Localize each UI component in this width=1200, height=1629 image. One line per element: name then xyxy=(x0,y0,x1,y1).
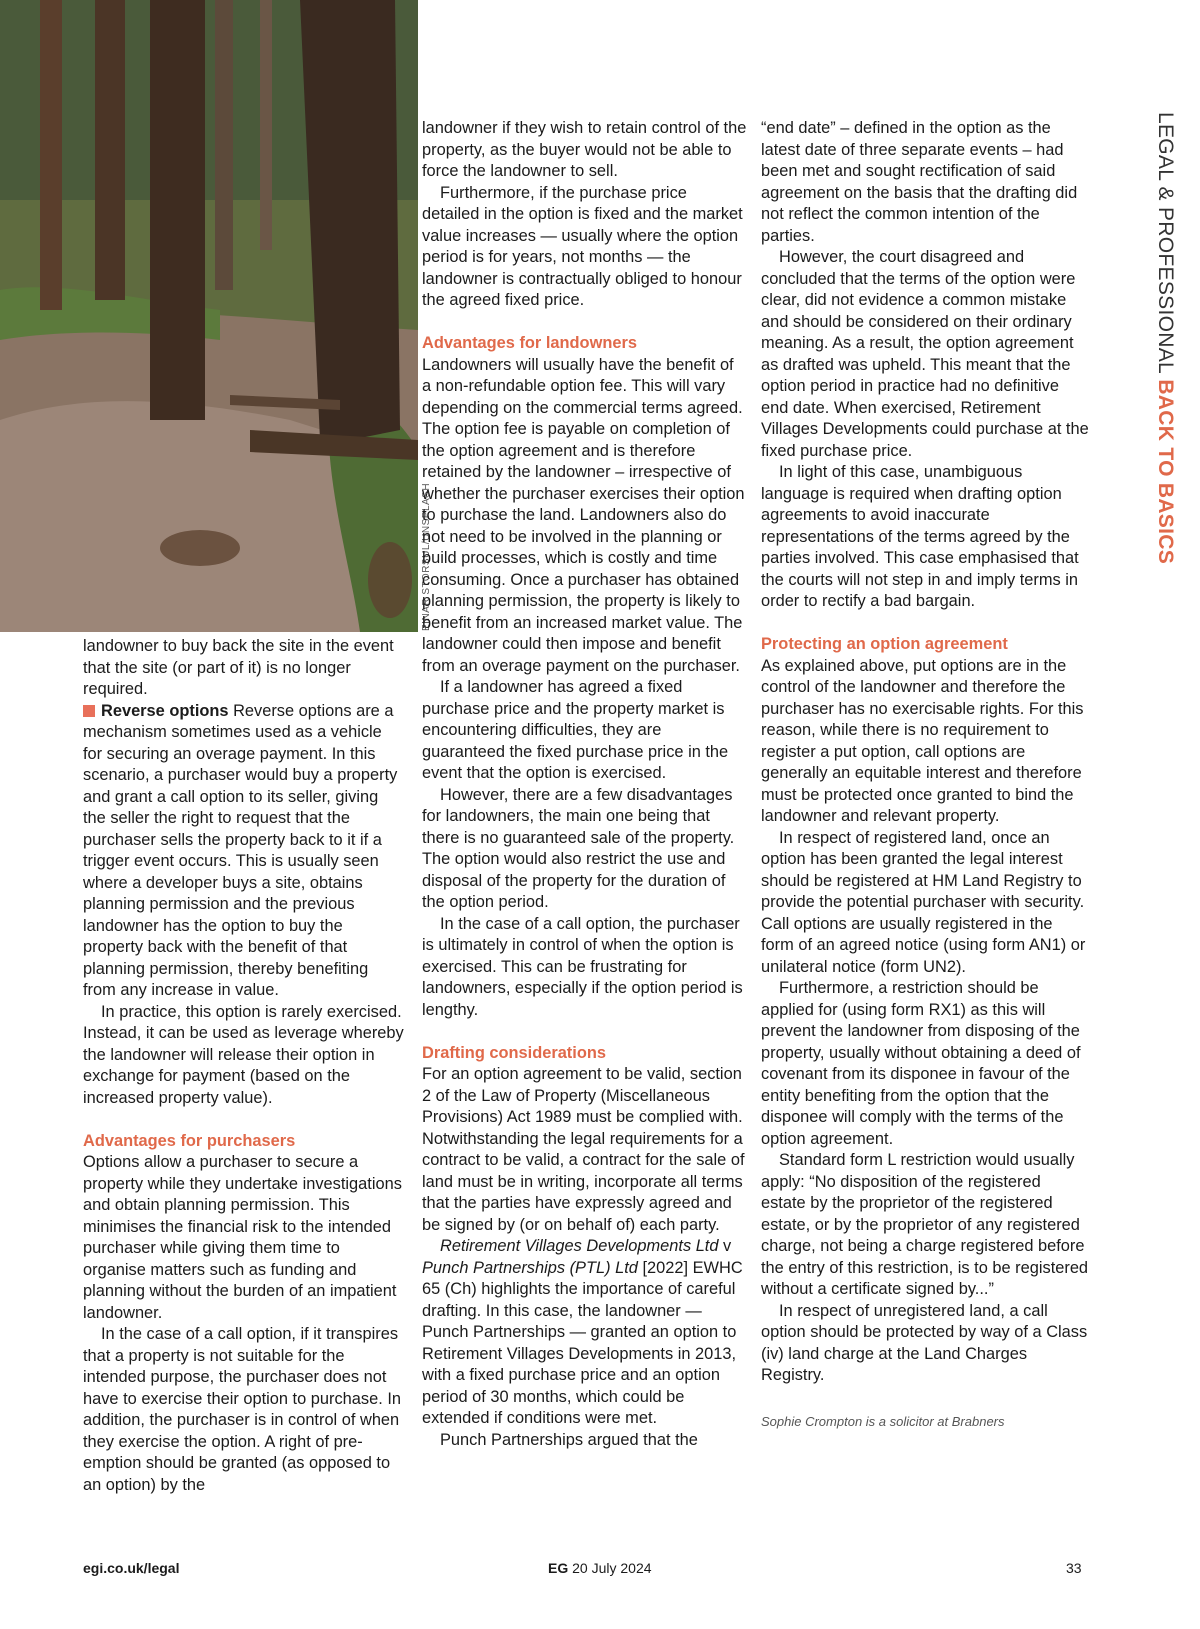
section-heading xyxy=(1153,112,1177,592)
footer-date: 20 July 2024 xyxy=(568,1560,652,1576)
column-3 xyxy=(761,118,1089,1432)
case-name: Retirement Villages Developments Ltd xyxy=(440,1237,719,1255)
paragraph: However, the court disagreed and concluded that the terms of the option were clear, did not evidence a common mistake and should be considered on their ordinary meaning. As a result, the option agreement as drafted was upheld. This meant that the option period in practice had no definitive end date. When exercised, Retirement Villages Developments could purchase at the fixed purchase price. xyxy=(761,248,1089,460)
column-1 xyxy=(83,636,405,1496)
paragraph-text: Reverse options are a mechanism sometimes used as a vehicle for securing an overage payment. In this scenario, a purchaser would buy a property and grant a call option to its seller, giving the seller the right to request that the purchaser sells the property back to it if a trigger event occurs. This is usually seen where a developer buys a site, obtains planning permission and the previous landowner has the option to buy the property back with the benefit of that planning permission, thereby benefiting from any increase in value. xyxy=(83,701,398,999)
bullet-square-icon xyxy=(83,705,95,717)
paragraph-text: [2022] EWHC 65 (Ch) highlights the importance of careful drafting. In this case, the landowner — Punch Partnerships — granted an option to Retirement Villages Developments in 2013, with a fixed purchase price and an option period of 30 months, which could be extended if conditions were met. xyxy=(422,1258,743,1427)
subheading: Drafting considerations xyxy=(422,1043,606,1062)
page-number: 33 xyxy=(1066,1560,1082,1576)
paragraph: However, there are a few disadvantages for landowners, the main one being that there is no guaranteed sale of the property. The option would also restrict the use and disposal of the property for the duration of the option period. xyxy=(422,785,735,911)
paragraph: Punch Partnerships argued that the xyxy=(440,1430,698,1449)
footer-site: egi.co.uk/legal xyxy=(83,1560,180,1576)
subheading: Advantages for purchasers xyxy=(83,1131,296,1150)
author-byline: Sophie Crompton is a solicitor at Brabners xyxy=(761,1413,1005,1429)
paragraph: Furthermore, if the purchase price detailed in the option is fixed and the market value increases — usually where the option period is for years, not months — the landowner is contractually obliged to honour the agreed fixed price. xyxy=(422,183,743,309)
photo-credit-text: EINAR STORSUL/UNSPLASH xyxy=(421,482,432,631)
paragraph: “end date” – defined in the option as the latest date of three separate events – had been met and sought rectification of said agreement on the basis that the drafting did not reflect the common intention of the parties. xyxy=(761,119,1078,245)
case-v: v xyxy=(718,1237,732,1255)
footer-mag: EG xyxy=(548,1560,569,1576)
paragraph: As explained above, put options are in the control of the landowner and therefore the purchaser has no exercisable rights. For this reason, while there is no requirement to register a put option, call options are generally an equitable interest and therefore must be protected once granted to bind the landowner and relevant property. xyxy=(761,656,1084,825)
paragraph: In light of this case, unambiguous language is required when drafting option agreements to avoid inaccurate representations of the terms agreed by the parties involved. This case emphasised that the courts will not step in and imply terms in order to rectify a bad bargain. xyxy=(761,463,1079,610)
column-2 xyxy=(422,118,747,1451)
section-label: LEGAL & PROFESSIONAL xyxy=(1154,112,1177,374)
footer-issue xyxy=(548,1560,652,1576)
paragraph: In practice, this option is rarely exercised. Instead, it can be used as leverage whereby the landowner will release their option in exchange for payment (based on the increased property value). xyxy=(83,1002,404,1107)
paragraph: If a landowner has agreed a fixed purchase price and the property market is encountering difficulties, they are guaranteed the fixed purchase price in the event that the option is exercised. xyxy=(422,678,729,782)
paragraph: In respect of unregistered land, a call option should be protected by way of a Class (iv) land charge at the Land Charges Registry. xyxy=(761,1301,1088,1384)
subheading-inline: Reverse options xyxy=(101,701,229,720)
paragraph: For an option agreement to be valid, section 2 of the Law of Property (Miscellaneous Provisions) Act 1989 must be complied with. Notwithstanding the legal requirements for a contract to be valid, a contract for the sale of land must be in writing, incorporate all terms that the parties have expressly agreed and be signed by (or on behalf of) each party. xyxy=(422,1065,745,1234)
case-name-2: Punch Partnerships (PTL) Ltd xyxy=(422,1258,638,1277)
paragraph: landowner to buy back the site in the event that the site (or part of it) is no longer required. xyxy=(83,637,394,698)
paragraph: In the case of a call option, if it transpires that a property is not suitable for the intended purpose, the purchaser does not have to exercise their option to purchase. In addition, the purchaser is in control of when they exercise the option. A right of pre-emption should be granted (as opposed to an option) by the xyxy=(83,1325,401,1494)
paragraph: Standard form L restriction would usually apply: “No disposition of the registered estate by the proprietor of the registered estate, or by the proprietor of any registered charge, not being a charge registered before the entry of this restriction, is to be registered without a certificate signed by...” xyxy=(761,1151,1089,1298)
paragraph: Landowners will usually have the benefit of a non-refundable option fee. This will vary depending on the commercial terms agreed. The option fee is payable on completion of the option agreement and is therefore retained by the landowner – irrespective of whether the purchaser exercises their option to purchase the land. Landowners also do not need to be involved in the planning or build processes, which is costly and time consuming. Once a purchaser has obtained planning permission, the property is likely to benefit from an increased market value. The landowner could then impose and benefit from an overage payment on the purchaser. xyxy=(422,355,745,675)
paragraph xyxy=(83,701,405,1002)
paragraph: landowner if they wish to retain control of the property, as the buyer would not be able to force the landowner to sell. xyxy=(422,119,747,180)
paragraph: Options allow a purchaser to secure a property while they undertake investigations and obtain planning permission. This minimises the financial risk to the intended purchaser while giving them time to organise matters such as funding and planning without the burden of an impatient landowner. xyxy=(83,1153,402,1322)
subheading: Protecting an option agreement xyxy=(761,635,1008,653)
paragraph: Furthermore, a restriction should be applied for (using form RX1) as this will prevent the landowner from disposing of the property, usually without obtaining a deed of covenant from its disponee in favour of the entity benefiting from the option that the disponee will comply with the terms of the option agreement. xyxy=(761,979,1081,1148)
section-accent: BACK TO BASICS xyxy=(1154,379,1177,565)
paragraph: In the case of a call option, the purchaser is ultimately in control of when the option is exercised. This can be frustrating for landowners, especially if the option period is lengthy. xyxy=(422,914,743,1019)
forest-photo xyxy=(0,0,418,632)
subheading: Advantages for landowners xyxy=(422,334,637,352)
paragraph: In respect of registered land, once an option has been granted the legal interest should be registered at HM Land Registry to provide the potential purchaser with security. Call options are usually registered in the form of an agreed notice (using form AN1) or unilateral notice (form UN2). xyxy=(761,828,1086,976)
paragraph xyxy=(422,1236,747,1430)
